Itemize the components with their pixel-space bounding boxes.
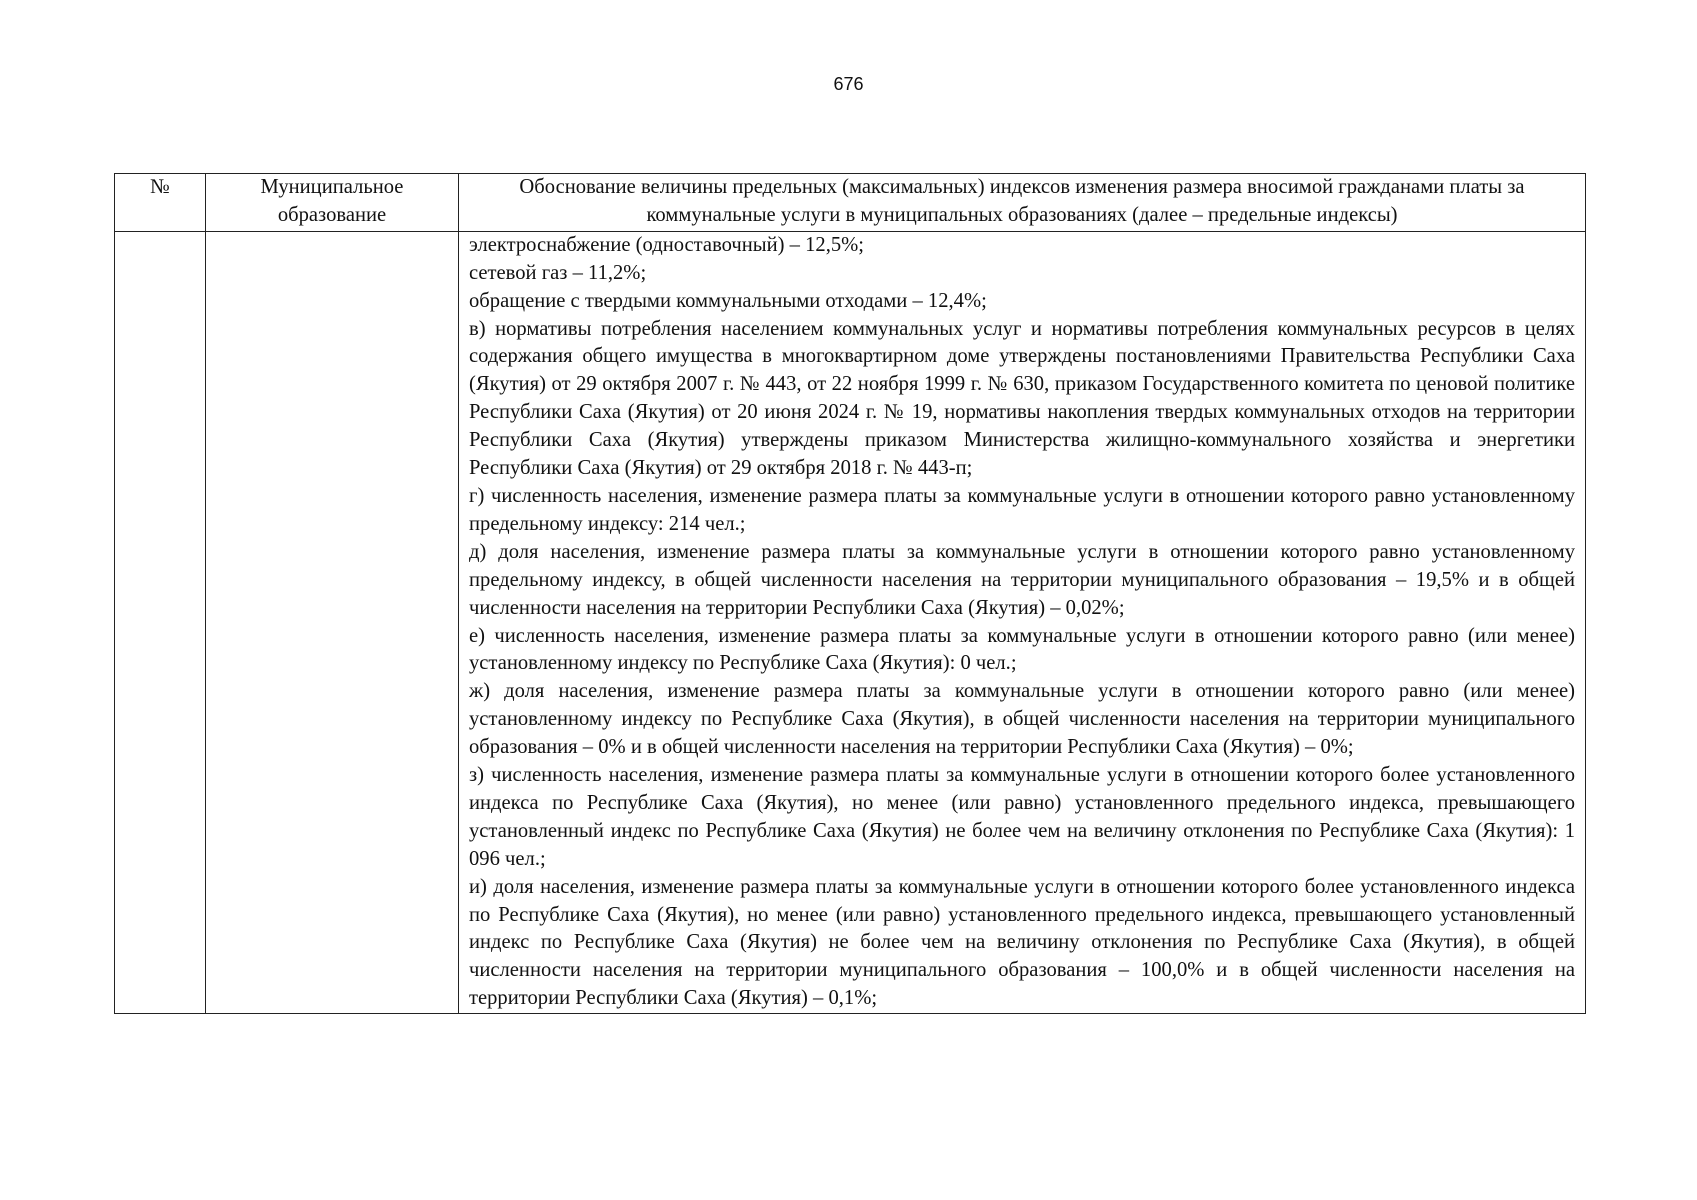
paragraph-gas: сетевой газ – 11,2%; — [469, 261, 647, 284]
paragraph-d-share: д) доля населения, изменение размера платы за коммунальные услуги в отношении которого равно установленному предельному индексу, в общей численности населения на территории муниципального образования – 19,5% и в общей численности населения на территории Республики Саха (Якутия) – 0,02%; — [469, 540, 1575, 619]
paragraph-v-norms: в) нормативы потребления населением коммунальных услуг и нормативы потребления коммунальных ресурсов в целях содержания общего имущества в многоквартирном доме утверждены постановлениями Правительства Республики Саха (Якутия) от 29 октября 2007 г. № 443, от 22 ноября 1999 г. № 630, приказом Государственного комитета по ценовой политике Республики Саха (Якутия) от 20 июня 2024 г. № 19, нормативы накопления твердых коммунальных отходов на территории Республики Саха (Якутия) утверждены приказом Министерства жилищно-коммунального хозяйства и энергетики Республики Саха (Якутия) от 29 октября 2018 г. № 443-п; — [469, 317, 1575, 480]
paragraph-i-share: и) доля населения, изменение размера платы за коммунальные услуги в отношении которого более установленного индекса по Республике Саха (Якутия), но менее (или равно) установленного предельного индекса, превышающего установленный индекс по Республике Саха (Якутия) не более чем на величину отклонения по Республике Саха (Якутия), в общей численности населения на территории муниципального образования – 100,0% и в общей численности населения на территории Республики Саха (Якутия) – 0,1%; — [469, 875, 1575, 1010]
header-justification: Обоснование величины предельных (максимальных) индексов изменения размера вносимой гражданами платы за коммунальные услуги в муниципальных образованиях (далее – предельные индексы) — [459, 174, 1586, 232]
paragraph-g-population: г) численность населения, изменение размера платы за коммунальные услуги в отношении которого равно установленному предельному индексу: 214 чел.; — [469, 484, 1575, 535]
paragraph-e-population: е) численность населения, изменение размера платы за коммунальные услуги в отношении которого равно (или менее) установленному индексу по Республике Саха (Якутия): 0 чел.; — [469, 624, 1575, 675]
header-number: № — [115, 174, 206, 232]
header-municipality: Муниципальное образование — [206, 174, 459, 232]
paragraph-waste: обращение с твердыми коммунальными отходами – 12,4%; — [469, 289, 987, 312]
table-row — [115, 231, 1586, 1013]
paragraph-z-population: з) численность населения, изменение размера платы за коммунальные услуги в отношении которого более установленного индекса по Республике Саха (Якутия), но менее (или равно) установленного предельного индекса, превышающего установленный индекс по Республике Саха (Якутия) не более чем на величину отклонения по Республике Саха (Якутия): 1 096 чел.; — [469, 764, 1575, 870]
table-header-row — [115, 174, 1586, 232]
cell-municipality — [206, 231, 459, 1013]
page-number: 676 — [833, 74, 864, 94]
paragraph-zh-share: ж) доля населения, изменение размера платы за коммунальные услуги в отношении которого равно (или менее) установленному индексу по Республике Саха (Якутия), в общей численности населения на территории муниципального образования – 0% и в общей численности населения на территории Республики Саха (Якутия) – 0%; — [469, 680, 1575, 759]
cell-justification — [459, 231, 1586, 1013]
paragraph-electricity: электроснабжение (одноставочный) – 12,5%; — [469, 233, 865, 256]
cell-number — [115, 231, 206, 1013]
indices-table — [114, 173, 1586, 1014]
